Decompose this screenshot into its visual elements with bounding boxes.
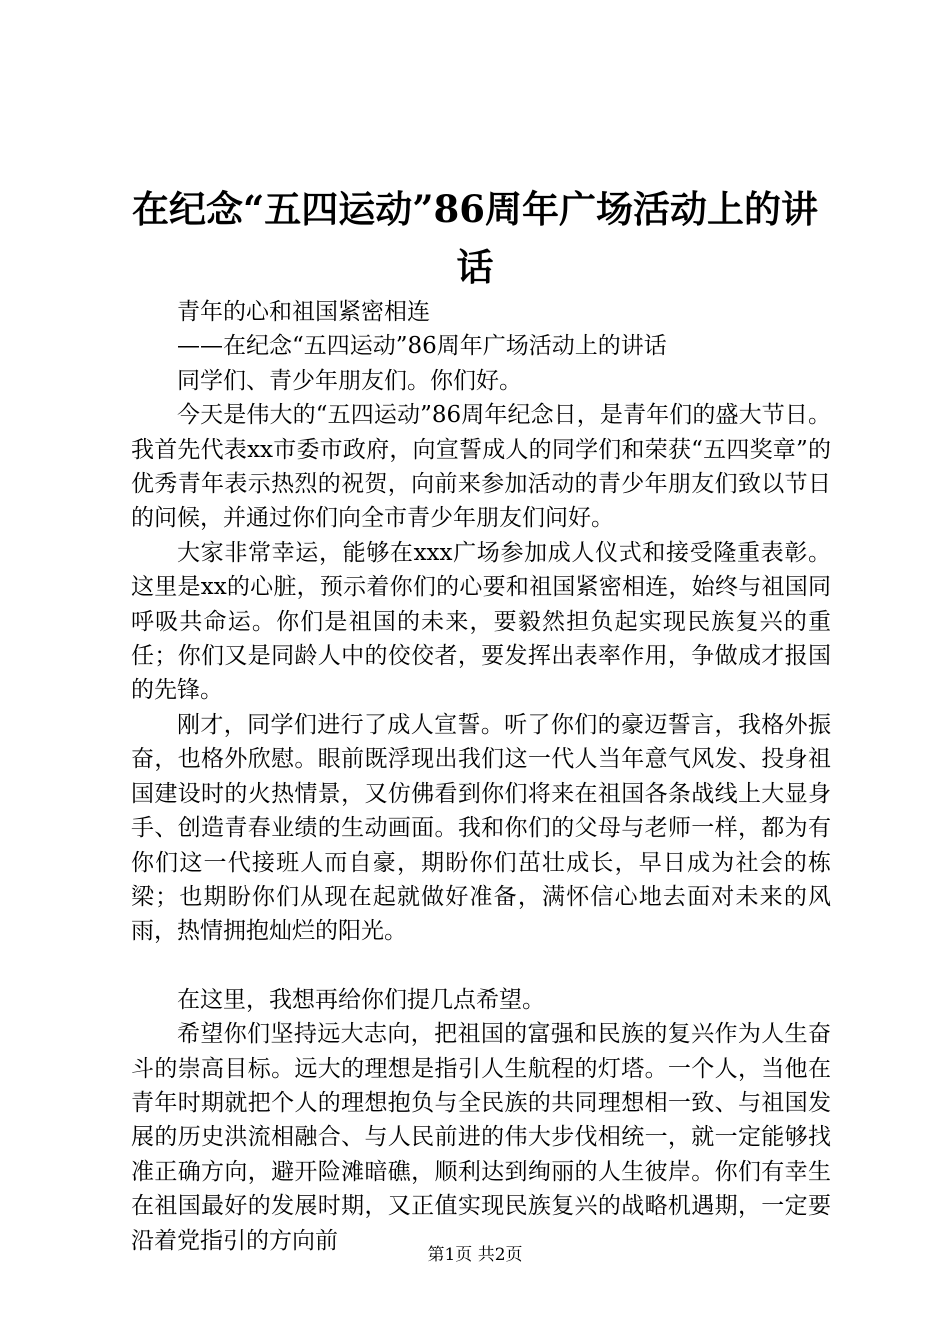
paragraph-1: 今天是伟大的“五四运动”86周年纪念日，是青年们的盛大节日。我首先代表xx市委市政府，向宣誓成人的同学们和荣获“五四奖章”的优秀青年表示热烈的祝贺，向前来参加活动的青少年朋友们致以节日的问候，并通过你们向全市青少年朋友们问好。	[131, 402, 831, 532]
page-footer: 第1页 共2页	[427, 1245, 523, 1265]
document-title: 在纪念“五四运动”86周年广场活动上的讲话	[131, 187, 819, 289]
paragraph-5: 希望你们坚持远大志向，把祖国的富强和民族的复兴作为人生奋斗的崇高目标。远大的理想是指引人生航程的灯塔。一个人，当他在青年时期就把个人的理想抱负与全民族的共同理想相一致、与祖国发展的历史洪流相融合、与人民前进的伟大步伐相统一，就一定能够找准正确方向，避开险滩暗礁，顺利达到绚丽的人生彼岸。你们有幸生在祖国最好的发展时期，又正值实现民族复兴的战略机遇期，一定要沿着党指引的方向前	[131, 1021, 831, 1254]
paragraph-4: 在这里，我想再给你们提几点希望。	[177, 986, 545, 1013]
paragraph-3: 刚才，同学们进行了成人宣誓。听了你们的豪迈誓言，我格外振奋，也格外欣慰。眼前既浮现出我们这一代人当年意气风发、投身祖国建设时的火热情景，又仿佛看到你们将来在祖国各条战线上大显身手、创造青春业绩的生动画面。我和你们的父母与老师一样，都为有你们这一代接班人而自豪，期盼你们茁壮成长，早日成为社会的栋梁；也期盼你们从现在起就做好准备，满怀信心地去面对未来的风雨，热情拥抱灿烂的阳光。	[131, 711, 831, 945]
subtitle: 青年的心和祖国紧密相连	[177, 299, 430, 325]
greeting: 同学们、青少年朋友们。你们好。	[177, 367, 522, 394]
document-body	[131, 295, 831, 1258]
subtitle-dash-line: ——在纪念“五四运动”86周年广场活动上的讲话	[177, 333, 667, 360]
paragraph-2: 大家非常幸运，能够在xxx广场参加成人仪式和接受隆重表彰。这里是xx的心脏，预示着你们的心要和祖国紧密相连，始终与祖国同呼吸共命运。你们是祖国的未来，要毅然担负起实现民族复兴的重任；你们又是同龄人中的佼佼者，要发挥出表率作用，争做成才报国的先锋。	[131, 539, 831, 704]
